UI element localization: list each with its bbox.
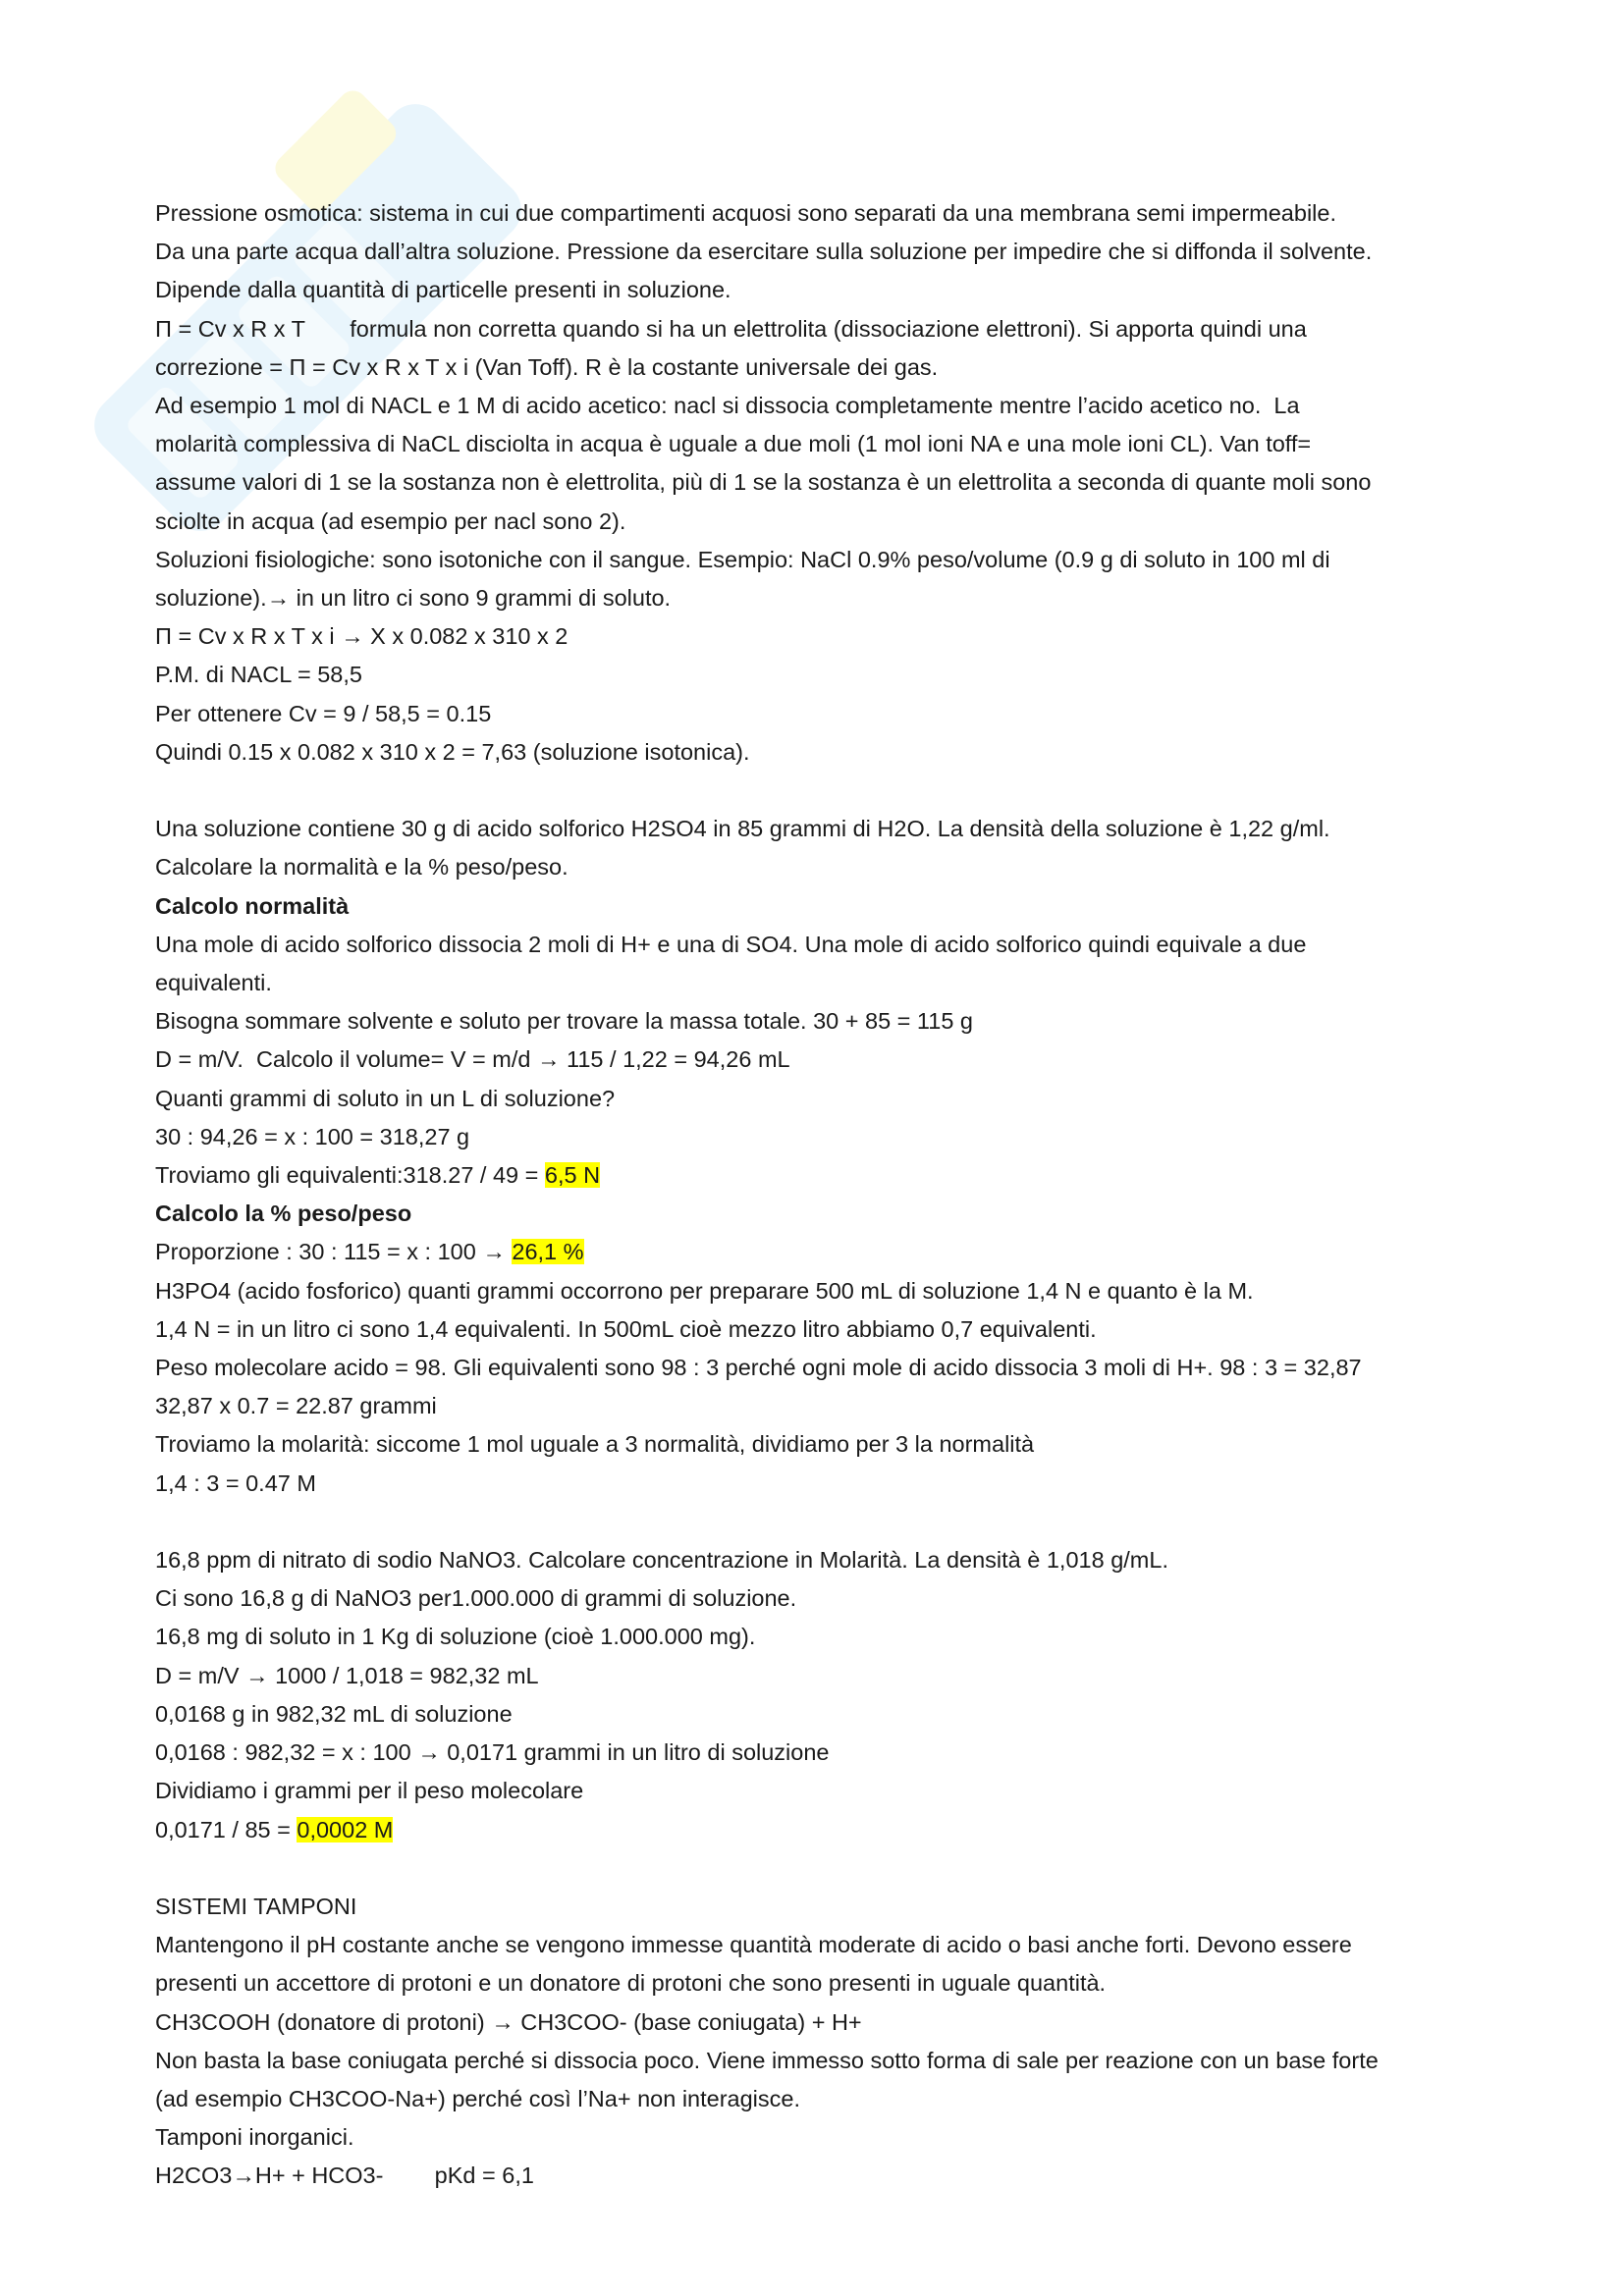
text-line: equivalenti. (155, 970, 272, 996)
text-line: Per ottenere Cv = 9 / 58,5 = 0.15 (155, 700, 492, 726)
text-line: 0,0168 : 982,32 = x : 100 → 0,0171 grammi in un litro di soluzione (155, 1739, 830, 1766)
highlighted-result: 6,5 N (544, 1162, 601, 1189)
text-line: Quanti grammi di soluto in un L di soluzione? (155, 1085, 616, 1111)
text-line: Proporzione : 30 : 115 = x : 100 → 26,1 % (155, 1239, 584, 1265)
text-line: (ad esempio CH3COO-Na+) perché così l’Na+ non interagisce. (155, 2085, 800, 2111)
blank-line (155, 1849, 1490, 1888)
text-line: assume valori di 1 se la sostanza non è elettrolita, più di 1 se la sostanza è un elettrolita a seconda di quante moli sono (155, 469, 1372, 496)
text-line: D = m/V → 1000 / 1,018 = 982,32 mL (155, 1662, 539, 1688)
text-line: Ad esempio 1 mol di NACL e 1 M di acido acetico: nacl si dissocia completamente mentre l’acido acetico no. La (155, 393, 1300, 419)
highlighted-result: 0,0002 M (297, 1816, 394, 1842)
text-line: Dividiamo i grammi per il peso molecolare (155, 1778, 584, 1804)
text-line: 0,0168 g in 982,32 mL di soluzione (155, 1700, 513, 1727)
text-line: Tamponi inorganici. (155, 2124, 354, 2151)
text-line: SISTEMI TAMPONI (155, 1893, 357, 1919)
text-line: 32,87 x 0.7 = 22.87 grammi (155, 1393, 437, 1419)
highlighted-result: 26,1 % (512, 1239, 584, 1265)
text-line: P.M. di NACL = 58,5 (155, 662, 362, 688)
text-line: H2CO3→H+ + HCO3- pKd = 6,1 (155, 2163, 534, 2189)
text-line: Una mole di acido solforico dissocia 2 moli di H+ e una di SO4. Una mole di acido solforico quindi equivale a due (155, 931, 1307, 957)
text-line: 1,4 : 3 = 0.47 M (155, 1469, 316, 1496)
blank-line (155, 1503, 1490, 1541)
text-line: soluzione).→ in un litro ci sono 9 grammi di soluto. (155, 585, 672, 612)
text-line: Non basta la base coniugata perché si dissocia poco. Viene immesso sotto forma di sale per reazione con un base forte (155, 2047, 1379, 2073)
text-line: Bisogna sommare solvente e soluto per trovare la massa totale. 30 + 85 = 115 g (155, 1008, 973, 1035)
text-line: Π = Cv x R x T x i → X x 0.082 x 310 x 2 (155, 623, 568, 650)
text-line: 16,8 mg di soluto in 1 Kg di soluzione (cioè 1.000.000 mg). (155, 1624, 756, 1650)
text-line: Calcolare la normalità e la % peso/peso. (155, 854, 568, 881)
text-line: 0,0171 / 85 = 0,0002 M (155, 1816, 394, 1842)
text-line: molarità complessiva di NaCL disciolta in acqua è uguale a due moli (1 mol ioni NA e una mole ioni CL). Van toff= (155, 431, 1312, 457)
text-line: Quindi 0.15 x 0.082 x 310 x 2 = 7,63 (soluzione isotonica). (155, 738, 750, 765)
text-line: Troviamo gli equivalenti:318.27 / 49 = 6,5 N (155, 1162, 601, 1189)
text-line: Peso molecolare acido = 98. Gli equivalenti sono 98 : 3 perché ogni mole di acido dissocia 3 moli di H+. 98 : 3 = 32,87 (155, 1355, 1362, 1381)
text-line: 16,8 ppm di nitrato di sodio NaNO3. Calcolare concentrazione in Molarità. La densità è 1,018 g/mL. (155, 1547, 1168, 1574)
text-line: correzione = Π = Cv x R x T x i (Van Toff). R è la costante universale dei gas. (155, 353, 939, 380)
text-line: Soluzioni fisiologiche: sono isotoniche con il sangue. Esempio: NaCl 0.9% peso/volume (0.9 g di soluto in 100 ml di (155, 546, 1330, 572)
blank-line (155, 772, 1490, 810)
text-line: presenti un accettore di protoni e un donatore di protoni che sono presenti in uguale quantità. (155, 1970, 1107, 1997)
text-line: H3PO4 (acido fosforico) quanti grammi occorrono per preparare 500 mL di soluzione 1,4 N e quanto è la M. (155, 1277, 1254, 1304)
text-line: Troviamo la molarità: siccome 1 mol uguale a 3 normalità, dividiamo per 3 la normalità (155, 1431, 1035, 1458)
text-line: Π = Cv x R x T formula non corretta quando si ha un elettrolita (dissociazione elettroni). Si apporta quindi una (155, 315, 1307, 342)
section-heading: Calcolo normalità (155, 892, 350, 919)
text-line: Dipende dalla quantità di particelle presenti in soluzione. (155, 277, 731, 303)
document-body (155, 194, 1490, 2196)
section-heading: Calcolo la % peso/peso (155, 1201, 412, 1227)
text-line: 1,4 N = in un litro ci sono 1,4 equivalenti. In 500mL cioè mezzo litro abbiamo 0,7 equivalenti. (155, 1315, 1097, 1342)
text-line: Pressione osmotica: sistema in cui due compartimenti acquosi sono separati da una membrana semi impermeabile. (155, 200, 1336, 226)
text-line: Da una parte acqua dall’altra soluzione. Pressione da esercitare sulla soluzione per impedire che si diffonda il solvente. (155, 239, 1373, 265)
text-line: Mantengono il pH costante anche se vengono immesse quantità moderate di acido o basi anche forti. Devono essere (155, 1932, 1352, 1958)
text-line: Ci sono 16,8 g di NaNO3 per1.000.000 di grammi di soluzione. (155, 1585, 797, 1612)
text-line: Una soluzione contiene 30 g di acido solforico H2SO4 in 85 grammi di H2O. La densità della soluzione è 1,22 g/ml. (155, 816, 1330, 842)
text-line: D = m/V. Calcolo il volume= V = m/d → 115 / 1,22 = 94,26 mL (155, 1046, 790, 1073)
text-line: CH3COOH (donatore di protoni) → CH3COO- (base coniugata) + H+ (155, 2008, 862, 2035)
text-line: 30 : 94,26 = x : 100 = 318,27 g (155, 1123, 470, 1149)
text-line: sciolte in acqua (ad esempio per nacl sono 2). (155, 507, 626, 534)
